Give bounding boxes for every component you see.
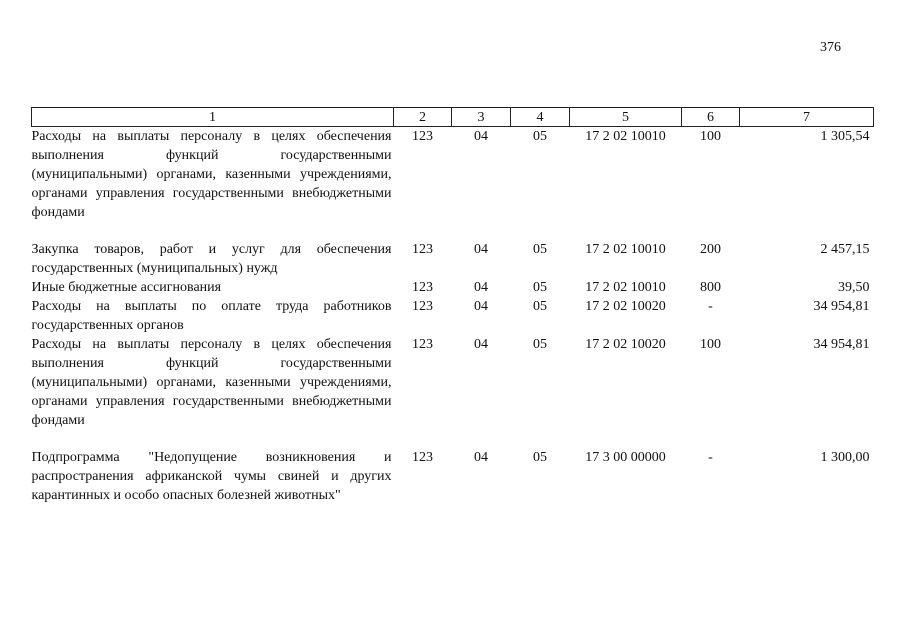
column-header: 7 — [740, 108, 874, 127]
row-type: 800 — [700, 280, 721, 295]
row-target: 17 2 02 10010 — [585, 280, 666, 295]
row-subsection: 05 — [533, 450, 547, 465]
row-amount: 2 457,15 — [820, 242, 870, 257]
row-description: Подпрограмма "Недопущение возникновения и распространения африканской чумы свиней и других карантинных и особо опасных болезней животных" — [31, 450, 392, 503]
row-subsection: 05 — [533, 242, 547, 257]
row-type: 200 — [700, 242, 721, 257]
row-code: 123 — [412, 242, 433, 257]
row-section: 04 — [474, 299, 488, 314]
table-row — [32, 335, 874, 448]
row-code: 123 — [412, 337, 433, 352]
row-target: 17 2 02 10020 — [585, 299, 666, 314]
row-section: 04 — [474, 337, 488, 352]
row-subsection: 05 — [533, 129, 547, 144]
row-amount: 34 954,81 — [813, 337, 870, 352]
row-subsection: 05 — [533, 337, 547, 352]
row-amount: 1 300,00 — [820, 450, 870, 465]
table-row — [32, 297, 874, 335]
column-header: 1 — [32, 108, 394, 127]
row-type: 100 — [700, 337, 721, 352]
row-amount: 39,50 — [838, 280, 870, 295]
row-type: - — [708, 450, 713, 465]
row-target: 17 2 02 10010 — [585, 129, 666, 144]
row-amount: 1 305,54 — [820, 129, 870, 144]
table-row — [32, 127, 874, 241]
row-code: 123 — [412, 129, 433, 144]
row-type: - — [708, 299, 713, 314]
row-target: 17 2 02 10020 — [585, 337, 666, 352]
row-type: 100 — [700, 129, 721, 144]
row-code: 123 — [412, 280, 433, 295]
row-section: 04 — [474, 280, 488, 295]
row-target: 17 3 00 00000 — [585, 450, 666, 465]
table-row — [32, 278, 874, 297]
table-row — [32, 448, 874, 505]
row-target: 17 2 02 10010 — [585, 242, 666, 257]
page-number: 376 — [820, 40, 841, 55]
column-header: 6 — [682, 108, 740, 127]
column-header: 3 — [452, 108, 511, 127]
row-code: 123 — [412, 299, 433, 314]
row-description: Расходы на выплаты персоналу в целях обеспечения выполнения функций государственными (муниципальными) органами, казенными учреждениями, органами управления государственными внебюджетными фондами — [31, 337, 392, 428]
row-description: Расходы на выплаты персоналу в целях обеспечения выполнения функций государственными (муниципальными) органами, казенными учреждениями, органами управления государственными внебюджетными фондами — [31, 129, 392, 220]
row-code: 123 — [412, 450, 433, 465]
row-description: Иные бюджетные ассигнования — [31, 280, 222, 295]
column-header: 5 — [570, 108, 682, 127]
row-description: Расходы на выплаты по оплате труда работников государственных органов — [31, 299, 392, 333]
budget-table — [31, 107, 874, 505]
row-section: 04 — [474, 242, 488, 257]
row-section: 04 — [474, 129, 488, 144]
row-amount: 34 954,81 — [813, 299, 870, 314]
row-section: 04 — [474, 450, 488, 465]
table-header-row — [32, 108, 874, 127]
table-row — [32, 240, 874, 278]
column-header: 2 — [394, 108, 452, 127]
row-subsection: 05 — [533, 280, 547, 295]
row-description: Закупка товаров, работ и услуг для обеспечения государственных (муниципальных) нужд — [31, 242, 392, 276]
row-subsection: 05 — [533, 299, 547, 314]
column-header: 4 — [511, 108, 570, 127]
